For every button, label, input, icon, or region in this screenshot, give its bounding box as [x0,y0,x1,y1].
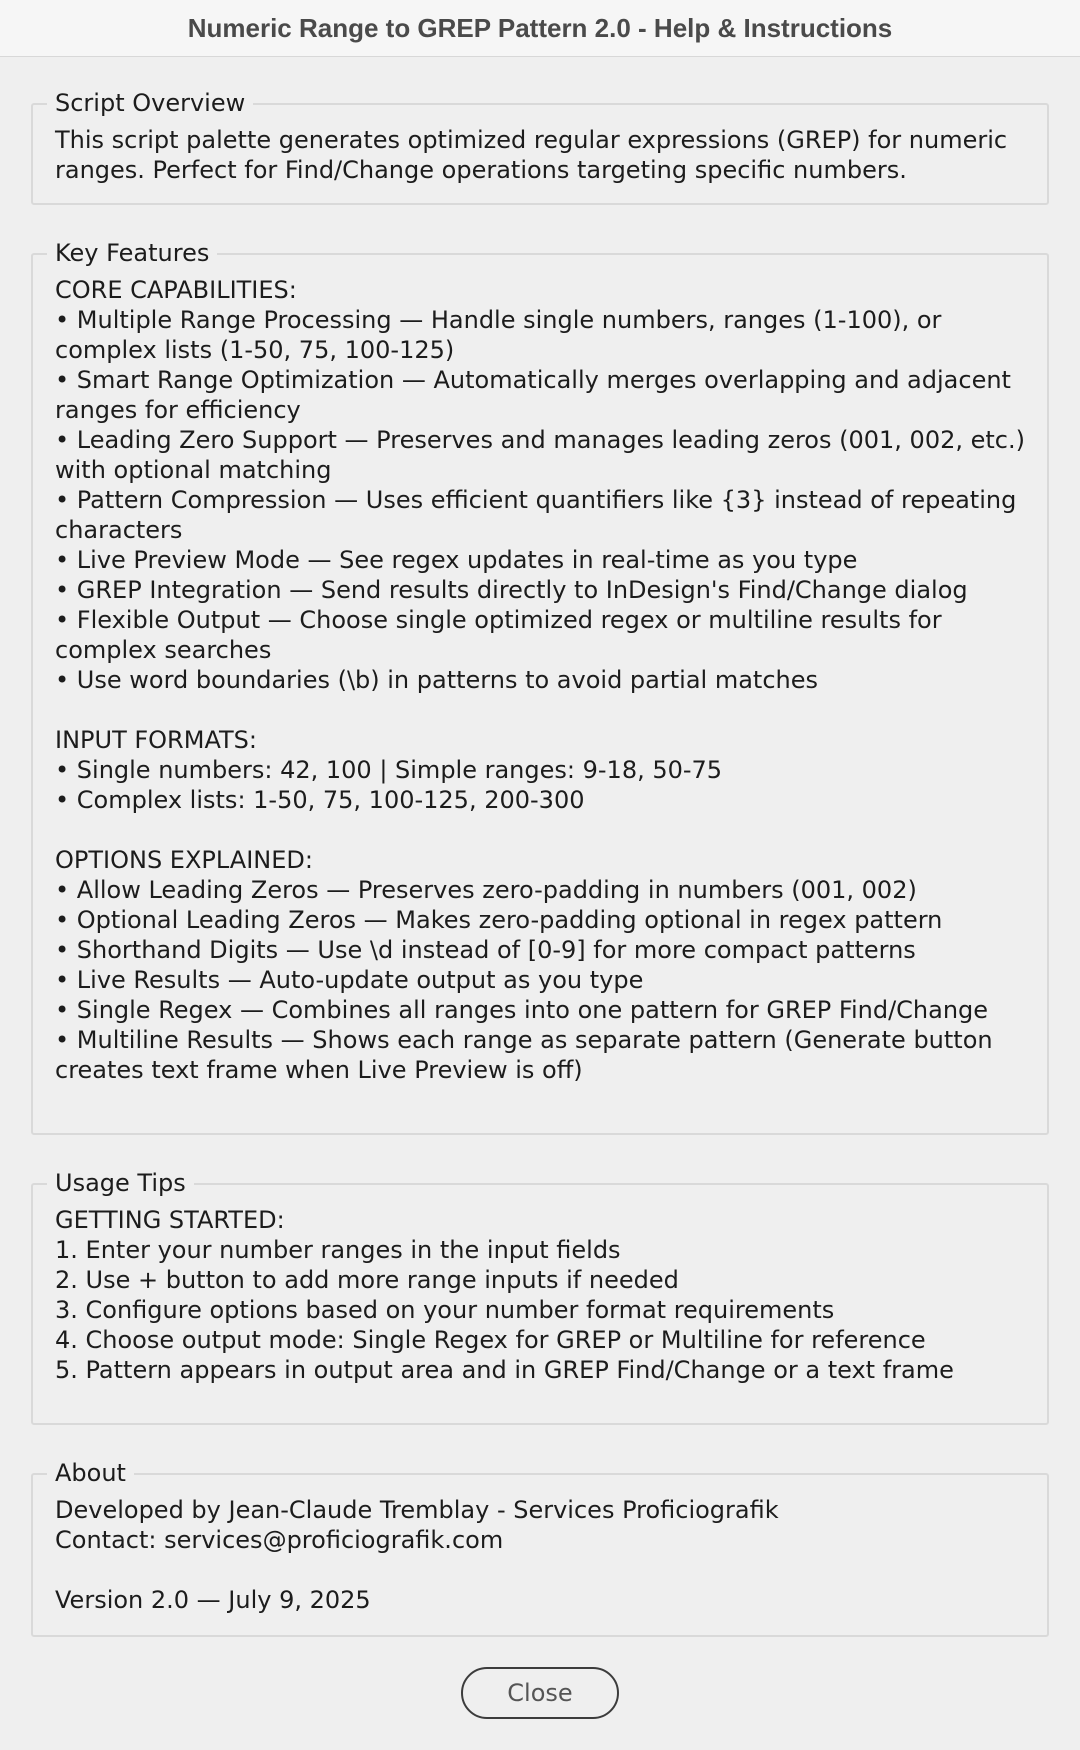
usage-tips-text [55,1205,1035,1385]
features-line: CORE CAPABILITIES: [55,276,297,304]
features-line: INPUT FORMATS: [55,726,257,754]
about-heading: About [47,1455,134,1491]
features-line: • Complex lists: 1-50, 75, 100-125, 200-300 [55,786,585,814]
features-line: • Allow Leading Zeros — Preserves zero-padding in numbers (001, 002) [55,876,917,904]
key-features-heading: Key Features [47,235,217,271]
script-overview-panel [31,89,1049,205]
usage-tips-heading: Usage Tips [47,1165,194,1201]
about-line: Version 2.0 — July 9, 2025 [55,1586,371,1614]
features-line: • Multiline Results — Shows each range as separate pattern (Generate button [55,1026,993,1054]
features-line: characters [55,516,183,544]
about-panel [31,1459,1049,1637]
features-line: OPTIONS EXPLAINED: [55,846,313,874]
script-overview-heading: Script Overview [47,85,253,121]
usage-tips-panel [31,1169,1049,1425]
features-line: • Smart Range Optimization — Automatically merges overlapping and adjacent [55,366,1011,394]
features-line: • Use word boundaries (\b) in patterns to avoid partial matches [55,666,818,694]
tips-line: 5. Pattern appears in output area and in GREP Find/Change or a text frame [55,1356,954,1384]
features-line: • Live Results — Auto-update output as you type [55,966,644,994]
about-line: Developed by Jean-Claude Tremblay - Services Proficiografik [55,1496,779,1524]
features-line: • Multiple Range Processing — Handle single numbers, ranges (1-100), or [55,306,942,334]
features-line: • Leading Zero Support — Preserves and manages leading zeros (001, 002, etc.) [55,426,1025,454]
features-line: • Optional Leading Zeros — Makes zero-padding optional in regex pattern [55,906,943,934]
features-line: • Single Regex — Combines all ranges into one pattern for GREP Find/Change [55,996,989,1024]
overview-line: ranges. Perfect for Find/Change operations targeting specific numbers. [55,156,907,184]
tips-line: 1. Enter your number ranges in the input fields [55,1236,621,1264]
overview-line: This script palette generates optimized regular expressions (GREP) for numeric [55,126,1008,154]
tips-line: GETTING STARTED: [55,1206,285,1234]
features-line: • GREP Integration — Send results directly to InDesign's Find/Change dialog [55,576,968,604]
about-text [55,1495,1035,1615]
close-button[interactable]: Close [461,1667,619,1719]
key-features-panel [31,239,1049,1135]
features-line: creates text frame when Live Preview is off) [55,1056,583,1084]
tips-line: 3. Configure options based on your number format requirements [55,1296,835,1324]
features-line: • Live Preview Mode — See regex updates in real-time as you type [55,546,858,574]
tips-line: 2. Use + button to add more range inputs if needed [55,1266,679,1294]
tips-line: 4. Choose output mode: Single Regex for GREP or Multiline for reference [55,1326,926,1354]
about-line: Contact: services@proficiografik.com [55,1526,504,1554]
about-line [55,1555,1035,1585]
features-line: ranges for efficiency [55,396,301,424]
features-line: • Single numbers: 42, 100 | Simple ranges: 9-18, 50-75 [55,756,723,784]
features-line: with optional matching [55,456,332,484]
key-features-text [55,275,1035,1085]
features-line [55,695,1035,725]
features-line: complex searches [55,636,272,664]
features-line: • Flexible Output — Choose single optimized regex or multiline results for [55,606,942,634]
features-line: • Shorthand Digits — Use \d instead of [0-9] for more compact patterns [55,936,916,964]
features-line [55,815,1035,845]
features-line: • Pattern Compression — Uses efficient quantifiers like {3} instead of repeating [55,486,1017,514]
window-title: Numeric Range to GREP Pattern 2.0 - Help & Instructions [187,12,893,43]
features-line: complex lists (1-50, 75, 100-125) [55,336,455,364]
window-titlebar [0,0,1080,57]
script-overview-text [55,125,1035,185]
